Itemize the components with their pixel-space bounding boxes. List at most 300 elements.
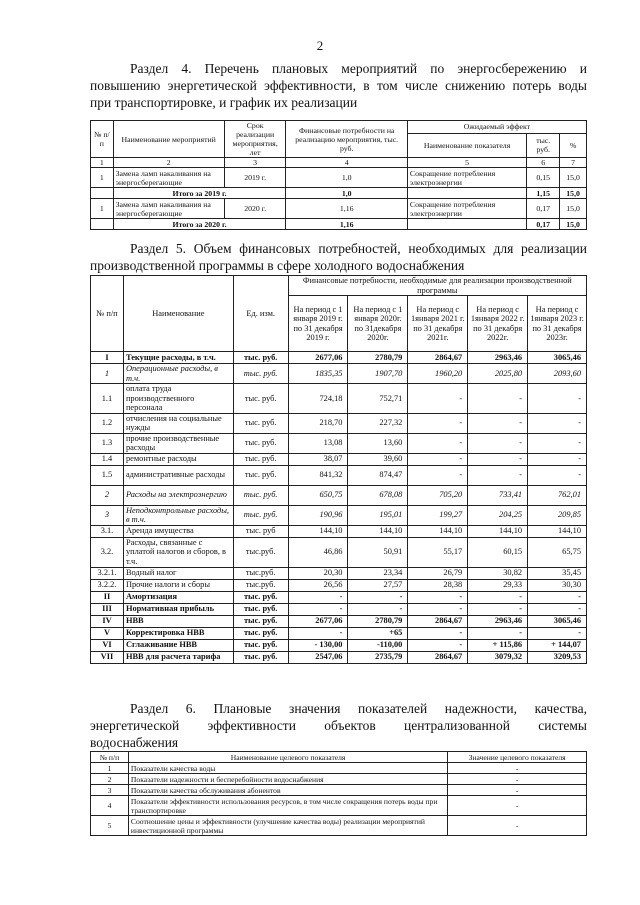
total-finance: [286, 188, 407, 199]
row-value-text: 650,75: [319, 490, 343, 500]
row-value: [528, 615, 587, 627]
total-rub-text: 1,15: [536, 188, 551, 198]
row-num: 1.4: [91, 453, 124, 465]
row-unit-text: тыс. руб.: [243, 352, 278, 362]
row-value-text: 2677,06: [315, 352, 343, 362]
row-unit-text: тыс. руб.: [243, 640, 278, 650]
row-value: -: [408, 465, 468, 485]
row-unit-text: тыс. руб.: [243, 490, 278, 500]
row-value: -: [448, 785, 587, 796]
row-value: [348, 591, 408, 603]
row-value: -: [528, 433, 587, 453]
row-value: -: [448, 796, 587, 816]
row-value: [468, 591, 528, 603]
row-value-text: 2677,06: [315, 616, 343, 626]
row-value-text: 2735,79: [375, 652, 403, 662]
total-pct: [560, 219, 587, 230]
row-name: [123, 485, 233, 505]
row-name: [123, 615, 233, 627]
row-num: 3.1.: [91, 525, 124, 537]
row-unit: тыс. руб.: [233, 453, 288, 465]
row-unit: тыс. руб: [233, 525, 288, 537]
row-num: 1.2: [91, 413, 124, 433]
row-value: [468, 603, 528, 615]
table-row: [91, 465, 587, 485]
table-row: [91, 591, 587, 603]
row-value: [528, 603, 587, 615]
section6-title-line: энергетической эффективности объектов централизованной системы: [90, 718, 587, 733]
header-period: На период с 1 января 2020г. по 31декабря 2020г.: [348, 296, 408, 352]
row-value: [408, 615, 468, 627]
table-row: [91, 199, 587, 219]
total-pct-text: 15,0: [566, 219, 580, 229]
row-name: Показатели качества воды: [128, 763, 447, 774]
table-row: [91, 525, 587, 537]
table-row: [91, 505, 587, 525]
header-indicator: Наименование показателя: [407, 133, 526, 157]
row-value: [408, 651, 468, 663]
header-period: На период с 1 января 2019 г. по 31 декабря 2019 г.: [288, 296, 348, 352]
row-value-text: 705,20: [439, 490, 463, 500]
row-value-text: - 130,00: [314, 640, 343, 650]
row-name: [123, 364, 233, 384]
header-finance: Финансовые потребности на реализацию мероприятия, тыс. руб.: [286, 121, 407, 158]
header-period: На период с 1января 2021 г. по 31 декабря 2021г.: [408, 296, 468, 352]
table-row: [91, 364, 587, 384]
row-value-text: + 115,86: [492, 640, 523, 650]
row-name-text: Неподконтрольные расходы, в т.ч.: [125, 505, 230, 524]
table-row: [91, 763, 587, 774]
row-term: 2020 г.: [224, 199, 286, 219]
table-row: [91, 567, 587, 579]
row-value-text: -: [578, 592, 581, 602]
total-label-text: Итого за 2019 г.: [172, 188, 227, 198]
row-unit: тыс. руб.: [233, 465, 288, 485]
table-row: [91, 774, 587, 785]
row-value: -: [468, 384, 528, 414]
row-name-text: Амортизация: [125, 592, 177, 602]
row-indicator: Сокращение потребления электроэнергии: [407, 199, 526, 219]
row-unit: [233, 591, 288, 603]
row-value: 874,47: [348, 465, 408, 485]
row-value-text: 195,01: [379, 510, 403, 520]
table-row: [91, 639, 587, 651]
header-term: Срок реализации мероприятия, лет: [224, 121, 286, 158]
row-num: 1.1: [91, 384, 124, 414]
row-indicator: Сокращение потребления электроэнергии: [407, 168, 526, 188]
row-unit: тыс.руб.: [233, 537, 288, 567]
table-row: [91, 413, 587, 433]
table-row: [91, 384, 587, 414]
section4-title-line: повышению энергетической эффективности, в том числе снижению потерь воды: [90, 78, 587, 93]
row-value: [468, 485, 528, 505]
row-value: [348, 505, 408, 525]
row-finance: 1,0: [286, 168, 407, 188]
row-value: [288, 591, 348, 603]
row-unit: [233, 639, 288, 651]
row-num-text: 2: [104, 490, 110, 500]
row-num: [91, 651, 124, 663]
table-row: [91, 453, 587, 465]
row-value: 28,38: [408, 579, 468, 591]
row-value: 30,30: [528, 579, 587, 591]
row-value: 55,17: [408, 537, 468, 567]
header-thousand-rub: тыс. руб.: [527, 133, 560, 157]
row-value: 23,34: [348, 567, 408, 579]
row-value-text: -: [519, 592, 523, 602]
row-value: 144,10: [288, 525, 348, 537]
row-value: 38,07: [288, 453, 348, 465]
header-num: № п/п: [91, 276, 124, 352]
row-name-text: Корректировка НВВ: [125, 628, 205, 638]
row-value: [288, 352, 348, 364]
row-value: [288, 603, 348, 615]
row-unit-text: тыс. руб.: [243, 652, 278, 662]
row-num: 3.2.1.: [91, 567, 124, 579]
section4-title: [90, 60, 587, 111]
table-row: [91, 627, 587, 639]
row-value-text: -: [459, 628, 463, 638]
row-num-text: I: [105, 352, 109, 362]
row-num-text: 3: [104, 510, 110, 520]
index-cell: 1: [91, 158, 114, 168]
row-num: 2: [91, 774, 129, 785]
row-value: [468, 627, 528, 639]
header-unit: Ед. изм.: [233, 276, 288, 352]
row-value: [528, 639, 587, 651]
section5-title-line: производственной программы в сфере холодного водоснабжения: [90, 258, 465, 273]
row-num: 5: [91, 816, 129, 836]
table-row: [91, 785, 587, 796]
row-value: 13,08: [288, 433, 348, 453]
total-row: [91, 188, 587, 199]
row-value: -: [448, 816, 587, 836]
row-value-text: 733,41: [499, 490, 523, 500]
section5-title: [90, 240, 587, 274]
row-num: [91, 591, 124, 603]
row-value-text: 2864,67: [435, 652, 463, 662]
row-value: [348, 485, 408, 505]
row-value-text: 199,27: [439, 510, 463, 520]
section4-title-line: Раздел 4. Перечень плановых мероприятий по энергосбережению и: [130, 61, 587, 76]
row-value: [528, 591, 587, 603]
row-value: [348, 603, 408, 615]
table-row: [91, 537, 587, 567]
row-value: 144,10: [348, 525, 408, 537]
row-value-text: 204,25: [499, 510, 523, 520]
row-name-text: НВВ для расчета тарифа: [125, 652, 221, 662]
index-cell: 6: [527, 158, 560, 168]
total-rub: [527, 188, 560, 199]
index-cell: 7: [560, 158, 587, 168]
row-value: 144,10: [528, 525, 587, 537]
row-value-text: 678,08: [379, 490, 403, 500]
row-value-text: -: [459, 604, 463, 614]
row-name: [123, 651, 233, 663]
total-label-text: Итого за 2020 г.: [172, 219, 227, 229]
row-name: Замена ламп накаливания на энергосберегающие: [113, 168, 224, 188]
row-value-text: -: [399, 604, 403, 614]
row-num: [91, 639, 124, 651]
row-value: [528, 505, 587, 525]
row-num: [91, 615, 124, 627]
row-value: 752,71: [348, 384, 408, 414]
row-value: [528, 627, 587, 639]
row-value-text: -: [459, 592, 463, 602]
row-value: 46,86: [288, 537, 348, 567]
row-value: 227,32: [348, 413, 408, 433]
row-value-text: -: [339, 604, 343, 614]
total-row: [91, 219, 587, 230]
row-value-text: -: [519, 628, 523, 638]
row-value: [288, 485, 348, 505]
section4-table: [90, 120, 587, 230]
row-num: 1: [91, 763, 129, 774]
row-value: [468, 639, 528, 651]
row-name: прочие производственные расходы: [123, 433, 233, 453]
row-value: 29,33: [468, 579, 528, 591]
header-effect: Ожидаемый эффект: [407, 121, 586, 134]
row-value: 26,79: [408, 567, 468, 579]
row-value: [528, 651, 587, 663]
row-finance: 1,16: [286, 199, 407, 219]
row-name: [123, 505, 233, 525]
row-num-text: 1: [104, 368, 110, 378]
row-name: ремонтные расходы: [123, 453, 233, 465]
row-value: [288, 639, 348, 651]
row-unit-text: тыс. руб.: [243, 510, 278, 520]
row-value: -: [468, 413, 528, 433]
row-value: -: [408, 453, 468, 465]
table-row: [91, 485, 587, 505]
table-row: [91, 603, 587, 615]
row-value: -: [408, 384, 468, 414]
row-value: 50,91: [348, 537, 408, 567]
total-pct: [560, 188, 587, 199]
table-row: [91, 352, 587, 364]
row-value: 39,60: [348, 453, 408, 465]
row-num: 1.3: [91, 433, 124, 453]
header-percent: %: [560, 133, 587, 157]
table-row: [91, 796, 587, 816]
row-value: -: [468, 465, 528, 485]
row-name-text: Операционные расходы, в т.ч.: [125, 364, 218, 383]
row-value: 30,82: [468, 567, 528, 579]
row-unit: тыс. руб.: [233, 384, 288, 414]
row-unit: [233, 505, 288, 525]
row-value-text: 3079,32: [494, 652, 523, 662]
table-row: [91, 615, 587, 627]
row-value-text: -: [578, 628, 581, 638]
row-unit: тыс.руб.: [233, 567, 288, 579]
row-value: [408, 352, 468, 364]
total-finance-text: 1,0: [341, 188, 352, 198]
total-label: [113, 188, 286, 199]
row-num-text: IV: [102, 616, 112, 626]
section6-table: [90, 751, 587, 836]
row-unit: [233, 651, 288, 663]
row-value-text: -: [339, 592, 343, 602]
row-value: [468, 615, 528, 627]
row-value-text: 209,85: [557, 510, 581, 520]
row-name: Показатели качества обслуживания абонентов: [128, 785, 447, 796]
row-value-text: 2547,06: [315, 652, 343, 662]
section5-title-line: Раздел 5. Объем финансовых потребностей, необходимых для реализации: [130, 241, 587, 256]
row-term: 2019 г.: [224, 168, 286, 188]
row-value: -: [408, 433, 468, 453]
row-num: [91, 627, 124, 639]
row-num: 1.5: [91, 465, 124, 485]
row-name: [123, 352, 233, 364]
row-unit: [233, 485, 288, 505]
row-value: [288, 364, 348, 384]
row-value: [408, 591, 468, 603]
row-value-text: 2025,80: [494, 368, 523, 378]
row-value: [348, 639, 408, 651]
row-value-text: 190,96: [319, 510, 343, 520]
row-rub: 0,17: [527, 199, 560, 219]
row-name: отчисления на социальные нужды: [123, 413, 233, 433]
header-period: На период с 1января 2022 г. по 31 декабря 2022г.: [468, 296, 528, 352]
row-value: -: [448, 774, 587, 785]
row-value: [468, 352, 528, 364]
row-name-text: Текущие расходы, в т.ч.: [125, 352, 216, 362]
row-value: 144,10: [468, 525, 528, 537]
row-value: [348, 352, 408, 364]
row-name-text: Нормативная прибыль: [125, 604, 215, 614]
row-value: -: [528, 384, 587, 414]
table-row: [91, 168, 587, 188]
row-name-text: Сглаживание НВВ: [125, 640, 198, 650]
row-value: [288, 505, 348, 525]
row-value: 26,56: [288, 579, 348, 591]
row-num-text: V: [103, 628, 110, 638]
row-value: [348, 364, 408, 384]
row-num-text: VII: [100, 652, 114, 662]
row-num: [91, 485, 124, 505]
row-num: [91, 364, 124, 384]
row-unit-text: тыс. руб.: [243, 616, 278, 626]
row-name: Водный налог: [123, 567, 233, 579]
row-value-text: -: [578, 604, 581, 614]
row-unit: [233, 352, 288, 364]
total-pct-text: 15,0: [566, 188, 580, 198]
row-name-text: НВВ: [125, 616, 144, 626]
row-value-text: -: [339, 628, 343, 638]
row-value-text: 2093,60: [553, 368, 581, 378]
row-value-text: 2864,67: [435, 616, 463, 626]
row-value-text: -: [459, 640, 463, 650]
row-value: [468, 364, 528, 384]
row-value: [348, 651, 408, 663]
header-num: № п/п: [91, 121, 114, 158]
row-value: 724,18: [288, 384, 348, 414]
row-value-text: -110,00: [377, 640, 403, 650]
row-value-text: 3065,46: [553, 352, 581, 362]
row-value: 35,45: [528, 567, 587, 579]
total-rub-text: 0,17: [536, 219, 551, 229]
table-row: [91, 816, 587, 836]
total-finance-text: 1,16: [339, 219, 354, 229]
table-row: [91, 579, 587, 591]
row-value: -: [408, 413, 468, 433]
row-name: административные расходы: [123, 465, 233, 485]
row-name: [123, 603, 233, 615]
row-value-text: 1907,70: [375, 368, 403, 378]
row-unit: [233, 364, 288, 384]
row-name: [123, 627, 233, 639]
row-value-text: 1835,35: [315, 368, 343, 378]
row-value: -: [528, 465, 587, 485]
row-value: [408, 485, 468, 505]
row-value: [408, 627, 468, 639]
row-num: [91, 603, 124, 615]
row-unit: тыс. руб.: [233, 413, 288, 433]
index-cell: 4: [286, 158, 407, 168]
index-cell: 3: [224, 158, 286, 168]
row-unit: тыс. руб.: [233, 433, 288, 453]
row-value-text: -: [399, 592, 403, 602]
row-unit: тыс.руб.: [233, 579, 288, 591]
section6-title: [90, 700, 587, 751]
header-finance: Финансовые потребности, необходимые для реализации производственной программы: [288, 276, 586, 296]
index-cell: 5: [407, 158, 526, 168]
row-name: Показатели надежности и бесперебойности водоснабжения: [128, 774, 447, 785]
row-value-text: 762,01: [557, 490, 581, 500]
row-unit: [233, 615, 288, 627]
row-value: [528, 364, 587, 384]
row-unit-text: тыс. руб.: [243, 604, 278, 614]
row-value: 20,30: [288, 567, 348, 579]
row-value: 218,70: [288, 413, 348, 433]
row-value-text: 2780,79: [375, 616, 403, 626]
row-value: [468, 651, 528, 663]
section6-title-line: Раздел 6. Плановые значения показателей надежности, качества,: [130, 701, 587, 716]
row-value: -: [528, 413, 587, 433]
row-value-text: + 144,07: [551, 640, 581, 650]
row-value: 144,10: [408, 525, 468, 537]
row-name: Показатели эффективности использования ресурсов, в том числе сокращения потерь воды при транспортировке: [128, 796, 447, 816]
header-value: Значение целевого показателя: [448, 752, 587, 763]
total-rub: [527, 219, 560, 230]
row-name-text: Расходы на электроэнергию: [125, 490, 227, 500]
row-value: [288, 615, 348, 627]
row-unit-text: тыс. руб.: [243, 592, 278, 602]
total-label: [113, 219, 286, 230]
row-name: Замена ламп накаливания на энергосберегающие: [113, 199, 224, 219]
header-name: Наименование: [123, 276, 233, 352]
row-num: 3.2.2.: [91, 579, 124, 591]
row-pct: 15,0: [560, 199, 587, 219]
row-num: [91, 505, 124, 525]
row-num: 3.2.: [91, 537, 124, 567]
row-num-text: VI: [102, 640, 112, 650]
row-value: [288, 627, 348, 639]
row-value-text: -: [519, 604, 523, 614]
row-value: 65,75: [528, 537, 587, 567]
row-value: [528, 485, 587, 505]
row-num: 1: [91, 199, 114, 219]
header-name: Наименование целевого показателя: [128, 752, 447, 763]
row-unit-text: тыс. руб.: [243, 368, 278, 378]
row-name: оплата труда производственного персонала: [123, 384, 233, 414]
row-num-text: III: [102, 604, 112, 614]
row-value: [408, 603, 468, 615]
row-num: 1: [91, 168, 114, 188]
row-unit: [233, 603, 288, 615]
row-name: Прочие налоги и сборы: [123, 579, 233, 591]
page-number: 2: [316, 38, 324, 53]
